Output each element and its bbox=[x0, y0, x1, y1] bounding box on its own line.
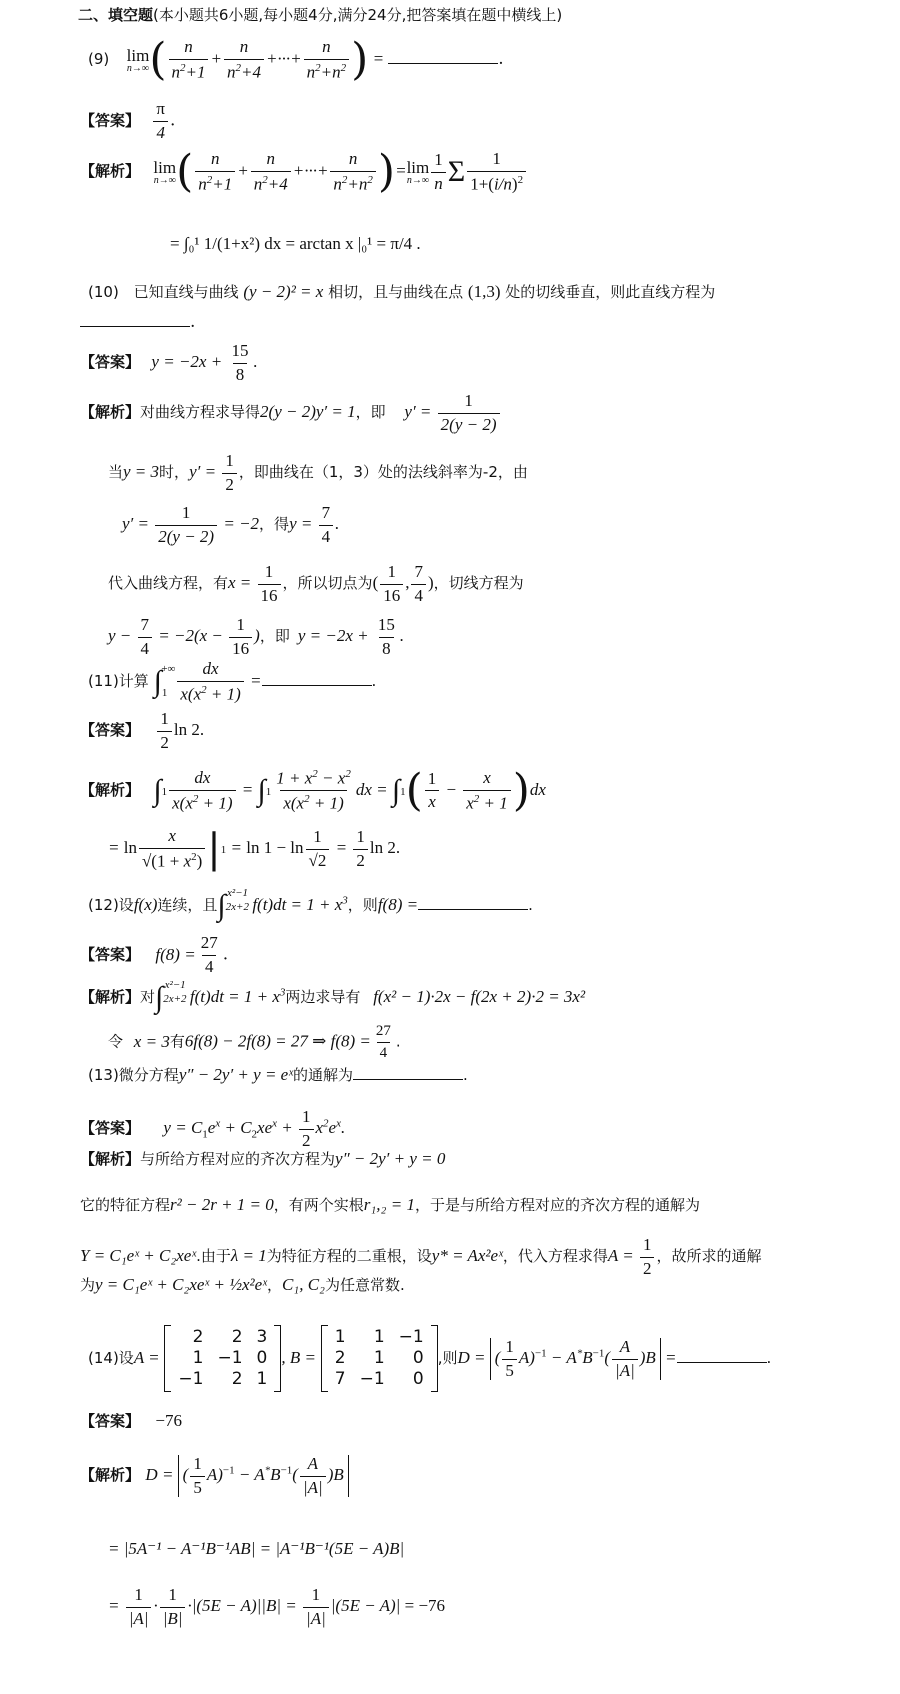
q10-analysis-4: 代入曲线方程，有x = $\frac{1}{16}$ ，所以切点为( $\frac{1}{16}$ , $\frac{7}{4}$ )，切线方程为 bbox=[108, 562, 524, 605]
matrix-b-cell: 1 bbox=[373, 1348, 385, 1368]
matrix-a-cell: 2 bbox=[231, 1327, 243, 1347]
matrix-b-cell: −1 bbox=[398, 1327, 424, 1347]
matrix-a-cell: 1 bbox=[256, 1369, 268, 1389]
q12-answer-blank bbox=[418, 909, 528, 910]
matrix-b-cell: 2 bbox=[334, 1348, 346, 1368]
q10-answer-blank bbox=[80, 326, 190, 327]
q10-analysis-2: 当y = 3时，y′ = $\frac{1}{2}$ ，即曲线在（1，3）处的法线斜率为-2，由 bbox=[108, 451, 528, 494]
q12-stem: (12)设f(x)连续，且$\int 2x+2^{x^2-1}$ $f(t)dt = 1 + x^3$，则f(8) = . bbox=[88, 887, 533, 923]
q10-answer: 【答案】 y = −2x + $\frac{15}{8}$ . bbox=[80, 341, 258, 384]
matrix-a-cell: 2 bbox=[231, 1369, 243, 1389]
section-header bbox=[78, 8, 562, 23]
matrix-a-row bbox=[171, 1348, 274, 1369]
q11-analysis-2: = ln $\frac{x}{√(1 + x^2)}$ |1 = ln 1 − ln $\frac{1}{√2}$ = $\frac{1}{2}$ ln 2. bbox=[108, 826, 401, 873]
q13-analysis-4: 为y = C₁eˣ + C₂xeˣ + ½x²eˣ，C₁, C₂为任意常数. bbox=[80, 1275, 405, 1294]
q14-answer-blank bbox=[677, 1362, 767, 1363]
q12-analysis-2: 令 x = 3有6f(8) − 2f(8) = 27 ⇒ f(8) = $\frac{27}{4}$ . bbox=[108, 1023, 401, 1061]
q14-analysis-1: 【解析】 D = ( $\frac{1}{5}$ $A)^{-1} - A^*B^{-1}$( $\frac{A}{|A|}$ )B bbox=[80, 1455, 349, 1497]
q9-answer-blank bbox=[388, 63, 498, 64]
q13-analysis-1: 【解析】与所给方程对应的齐次方程为y″ − 2y′ + y = 0 bbox=[80, 1149, 446, 1168]
q10-analysis-1: 【解析】对曲线方程求导得2(y − 2)y′ = 1，即 y′ = $\frac{1}{2(y - 2)}$ bbox=[80, 392, 502, 434]
q14-stem: (14)设A = 2 2 3 1 −1 0 −1 2 1 , B = 1 1 −1 2 1 0 7 −1 0 ,则D = ( $\frac{1}{5}$ $A)^{-1} - A^*B^{-1}$( $\frac{A}{|A|}$ )B = . bbox=[88, 1325, 771, 1392]
matrix-b-cell: 7 bbox=[334, 1369, 346, 1389]
section-label: 二、填空题 bbox=[78, 6, 154, 24]
matrix-a-cell: 2 bbox=[192, 1327, 204, 1347]
q14-answer: 【答案】 −76 bbox=[80, 1411, 183, 1430]
q13-stem: (13)微分方程y″ − 2y′ + y = eˣ的通解为 . bbox=[88, 1065, 468, 1084]
q9-analysis: 【解析】 lim n→∞ ( $\frac{n}{n^2+1}$ + $\frac{n}{n^2+4}$ +···+ $\frac{n}{n^2+n^2}$ )= lim n→∞ $\frac{1}{n}$ Σ $\frac{1}{1+(i/n)^2}$ bbox=[80, 150, 528, 194]
matrix-a-cell: 1 bbox=[192, 1348, 204, 1368]
matrix-b-row bbox=[328, 1369, 431, 1390]
q14-analysis-3: = $\frac{1}{|A|}$ · $\frac{1}{|B|}$ ·|(5E − A)||B| = $\frac{1}{|A|}$ |(5E − A)| = −76 bbox=[108, 1585, 446, 1628]
q11-answer-blank bbox=[262, 685, 372, 686]
matrix-a-cell: −1 bbox=[178, 1369, 204, 1389]
matrix-b-cell: 1 bbox=[334, 1327, 346, 1347]
matrix-a-cell: −1 bbox=[217, 1348, 243, 1368]
q10-stem: (10) 已知直线与曲线 (y − 2)² = x 相切，且与曲线在点 (1,3) 处的切线垂直，则此直线方程为 bbox=[88, 282, 716, 301]
q12-analysis-1: 【解析】对$\int 2x+2^{x^2-1}$ $f(t)dt = 1 + x^3$两边求导有 f(x² − 1)·2x − f(2x + 2)·2 = 3x² bbox=[80, 979, 586, 1015]
q13-answer: 【答案】 $y = C_1e^x + C_2xe^x$ + $\frac{1}{2}$ $x^2e^x$. bbox=[80, 1107, 346, 1150]
matrix-a-row bbox=[171, 1327, 274, 1348]
q9-stem: (9) lim n→∞ ( $\frac{n}{n^2+1}$ + $\frac{n}{n^2+4}$ +···+ $\frac{n}{n^2+n^2}$ ) = . bbox=[88, 34, 504, 86]
q9-answer: 【答案】 $\frac{\pi}{4}$ . bbox=[80, 99, 176, 142]
matrix-a-row bbox=[171, 1369, 274, 1390]
matrix-a-cell: 0 bbox=[256, 1348, 268, 1368]
matrix-b-row bbox=[328, 1327, 431, 1348]
q9-analysis-2: = ∫₀¹ 1/(1+x²) dx = arctan x |₀¹ = π/4 . bbox=[170, 234, 421, 253]
q12-answer: 【答案】 f(8) = $\frac{27}{4}$ . bbox=[80, 933, 229, 976]
q11-answer: 【答案】 $\frac{1}{2}$ ln 2. bbox=[80, 709, 205, 752]
q9-number: (9) bbox=[88, 49, 110, 68]
matrix-a-cell: 3 bbox=[256, 1327, 268, 1347]
matrix-a bbox=[164, 1325, 281, 1392]
q14-analysis-2: = |5A⁻¹ − A⁻¹B⁻¹AB| = |A⁻¹B⁻¹(5E − A)B| bbox=[108, 1539, 405, 1558]
matrix-b-cell: −1 bbox=[359, 1369, 385, 1389]
q10-analysis-3: y′ = $\frac{1}{2(y - 2)}$ = −2，得y = $\frac{7}{4}$ . bbox=[122, 503, 340, 546]
q13-analysis-3: Y = C₁eˣ + C₂xeˣ.由于λ = 1为特征方程的二重根，设y* = Ax²eˣ，代入方程求得A = $\frac{1}{2}$ ，故所求的通解 bbox=[80, 1235, 762, 1278]
matrix-b-cell: 0 bbox=[412, 1348, 424, 1368]
q10-blank-line: . bbox=[80, 314, 195, 331]
section-note: (本小题共6小题,每小题4分,满分24分,把答案填在题中横线上) bbox=[153, 6, 563, 24]
q10-analysis-5: y − $\frac{7}{4}$ = −2(x − $\frac{1}{16}$ )，即 y = −2x + $\frac{15}{8}$ . bbox=[108, 615, 405, 658]
matrix-b-row bbox=[328, 1348, 431, 1369]
matrix-b-cell: 1 bbox=[373, 1327, 385, 1347]
matrix-b bbox=[321, 1325, 438, 1392]
q11-stem: (11)计算 $\int_1^{+\infty}$ $\frac{dx}{x(x^2 + 1)}$ = . bbox=[88, 659, 377, 704]
matrix-b-cell: 0 bbox=[412, 1369, 424, 1389]
q13-answer-blank bbox=[353, 1079, 463, 1080]
q11-analysis-1: 【解析】 ∫1 $\frac{dx}{x(x^2 + 1)}$ = ∫1 $\frac{1 + x^2 - x^2}{x(x^2 + 1)}$ dx = ∫1( $\frac{1}{x}$ − $\frac{x}{x^2 + 1}$ )dx bbox=[80, 764, 546, 816]
q14-answer-value: −76 bbox=[155, 1411, 183, 1430]
q13-analysis-2: 它的特征方程r² − 2r + 1 = 0，有两个实根r₁,₂ = 1，于是与所给方程对应的齐次方程的通解为 bbox=[80, 1195, 700, 1214]
